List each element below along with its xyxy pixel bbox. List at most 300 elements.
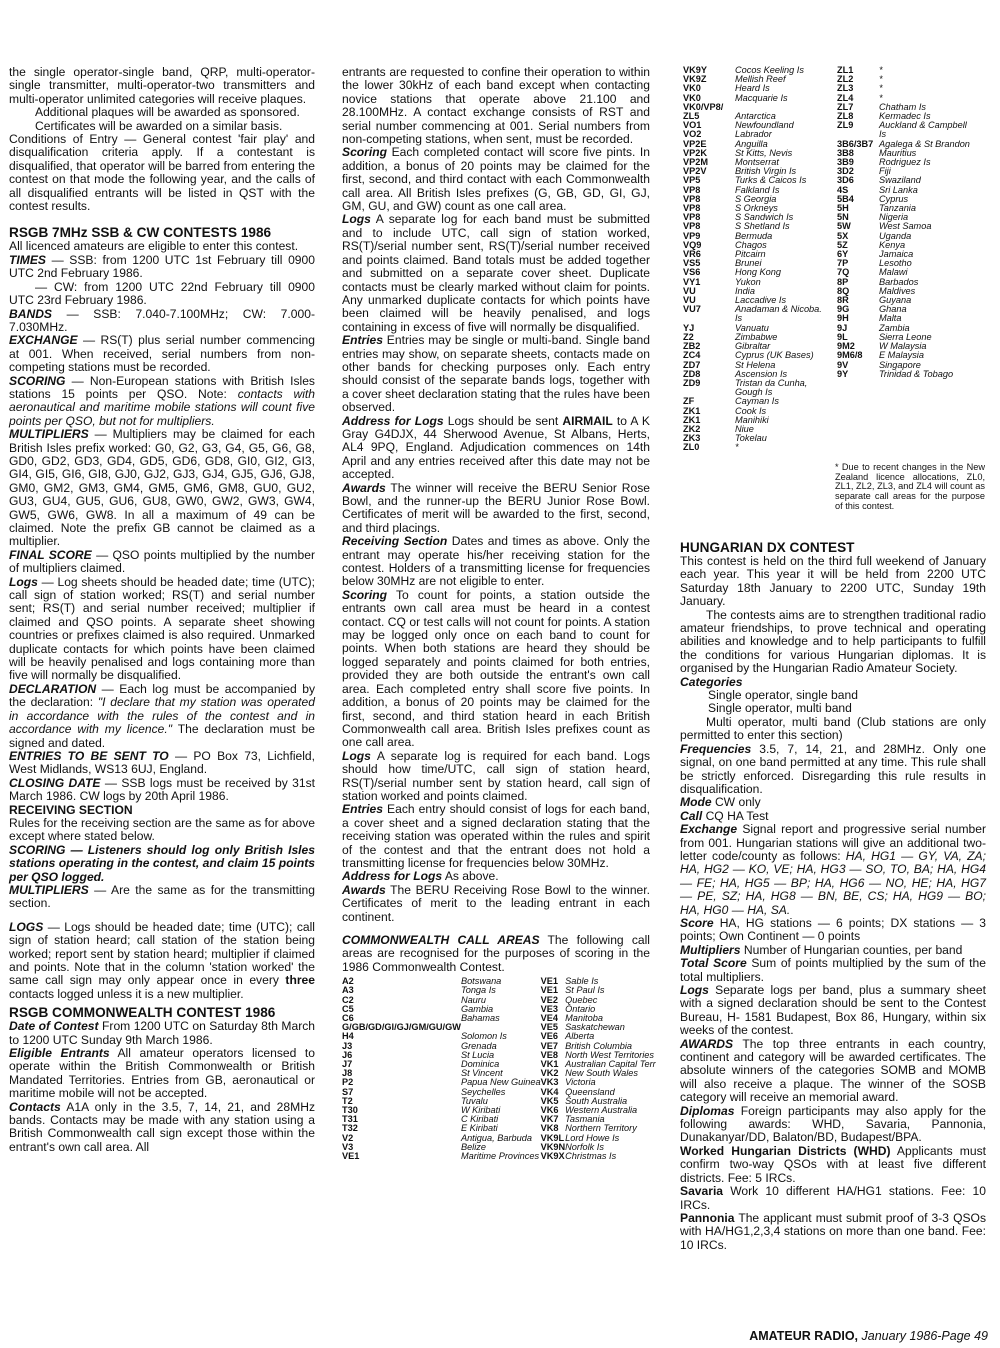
rule-scoring: Scoring To count for points, a station outside the entrants own call area must be heard in a contest contact. CQ or test calls will not count for points. A station may be logged only once on each band to count for points. When both stations are heard they should be logged separately and points claimed for both entries, provided they are both outside the entrant's own call area. Each completed entry shall score five points. In addition, a bonus of 20 points may be claimed for the first, second, and third station heard in each British Commonwealth call area. British Isles prefixes count as one call area. (342, 587, 650, 750)
country-cell: Jamaica (879, 249, 914, 260)
table-row (683, 351, 981, 360)
country-cell: Auckland & Campbell (879, 120, 967, 131)
rule-label: TIMES (9, 252, 46, 267)
country-cell: Pitcairn (735, 249, 766, 260)
country-cell: Northern Territory (565, 1123, 637, 1134)
prefix-cell: ZD9 (683, 377, 701, 388)
country-cell: Anadaman & Nicoba. (735, 304, 822, 315)
prefix-cell: 5B4 (837, 193, 854, 204)
prefix-cell: VK9Z (683, 74, 707, 85)
rule-address: Address for Logs As above. (342, 869, 499, 884)
prefix-cell: VP2K (683, 147, 708, 158)
country-cell: Kermadec Is (879, 111, 931, 122)
table-row (683, 379, 981, 388)
country-cell: Malta (879, 313, 902, 324)
prefix-cell: VK9X (540, 1151, 565, 1162)
table-row (683, 158, 981, 167)
table-row (683, 84, 981, 93)
prefix-cell: 9L (837, 331, 848, 342)
country-cell: British Virgin Is (735, 166, 797, 177)
country-cell: British Columbia (565, 1040, 633, 1051)
prefix-cell: 4S (837, 184, 849, 195)
country-cell (879, 397, 981, 406)
rule-awards: AWARDS The top three entrants in each country, continent and category will be awarded certificates. The absolute winners of the categories SOMB and MOMB will also receive a plaque. The winner of the SOSB category will receive an memorial award. (680, 1036, 986, 1105)
country-cell (879, 443, 981, 452)
prefix-cell: T32 (342, 1123, 358, 1134)
rule-label: Multipliers (680, 942, 741, 957)
rule-label: Total Score (680, 956, 747, 971)
prefix-cell: V2 (342, 1132, 354, 1143)
prefix-cell: VQ9 (683, 239, 702, 250)
country-cell: Victoria (565, 1077, 596, 1088)
country-cell (879, 407, 981, 416)
country-cell: Guyana (879, 295, 912, 306)
country-cell: Gibraltar (735, 341, 771, 352)
country-cell: Tokelau (735, 433, 767, 444)
section-heading: RSGB COMMONWEALTH CONTEST 1986 (9, 1005, 276, 1021)
prefix-cell: C6 (342, 1013, 354, 1024)
paragraph: This contest is held on the third full weekend of January each year. This year it will be held from 2200 UTC Saturday 18th January to 2200 UTC, Sunday 19th January. (680, 554, 986, 609)
country-cell: Swaziland (879, 175, 921, 186)
country-cell: Lesotho (879, 258, 912, 269)
country-cell: * (735, 442, 739, 453)
prefix-cell: ZK3 (683, 433, 701, 444)
prefix-cell: VO2 (683, 129, 702, 140)
rule-address: Address for Logs Logs should be sent AIRMAIL to A K Gray G4DJX, 44 Sherwood Avenue, St Albans, Herts, AL4 9PQ, England. Adjudication commences on 14th April and any entries received after this date may not be accepted. (342, 413, 650, 482)
rule-declaration: DECLARATION — Each log must be accompanied by the declaration: "I declare that my station was operated in accordance with the rules of the contest and in accordance with my licence." The declaration must be signed and dated. (9, 681, 315, 750)
rule-diplomas: Diplomas Foreign participants may also apply for the following awards: WHD, Savaria, Pannonia, Dunakanyar/DD, Balaton/BD, Budapest/BPA. (680, 1103, 986, 1145)
country-cell: Dominica (460, 1059, 500, 1070)
country-cell: Tanzania (879, 203, 916, 214)
prefix-cell: VK7 (540, 1114, 559, 1125)
rule-scoring: SCORING — Listeners should log only British Isles stations operating in the contest, and claim 15 points per QSO logged. (9, 842, 315, 884)
rule-label: Categories (680, 674, 743, 689)
rule-label: Exchange (680, 822, 738, 837)
prefix-cell: V3 (342, 1141, 354, 1152)
rule-times: TIMES — SSB: from 1200 UTC 1st February till 0900 UTC 2nd February 1986. (9, 252, 315, 281)
prefix-cell: 9G (837, 304, 850, 315)
country-cell: Lord Howe Is (565, 1132, 620, 1143)
prefix-cell: VE1 (540, 976, 558, 987)
rule-exchange: Exchange Signal report and progressive serial number from 001. Hungarian stations will give an additional two-letter code/county as follows: HA, HG1 — GY, VA, ZA; HA, HG2 — KO, VE; HA, HG3 — SO, TO, BA; HA, HG4 — FE; HA, HG5 — BP; HA, HG6 — NO, HE; HA, HG7 — PE, SZ; HA, HG8 — BN, BE, CS; HA, HG9 — BO; HA, HG0 — HA, SA. (680, 822, 986, 917)
country-cell: India (735, 285, 755, 296)
table-row (683, 241, 981, 250)
prefix-cell: VE8 (540, 1049, 558, 1060)
table-row (683, 370, 981, 379)
prefix-cell: VK9L (540, 1132, 565, 1143)
country-cell: Chatham Is (879, 101, 926, 112)
table-row (683, 204, 981, 213)
rule-contacts: Contacts A1A only in the 3.5, 7, 14, 21, and 28MHz bands. Contacts may be made with any station using a British Commonwealth call sign except those within the entrant's own call area. All (9, 1099, 315, 1154)
table-row (683, 213, 981, 222)
country-cell: Sable Is (565, 976, 599, 987)
prefix-cell (837, 397, 879, 406)
country-cell: E Kiribati (460, 1123, 498, 1134)
country-cell: Belize (460, 1141, 486, 1152)
country-cell: Gambia (460, 1003, 494, 1014)
country-cell: Botswana (460, 976, 502, 987)
table-row (683, 324, 981, 333)
column-right (680, 536, 986, 1252)
country-cell: Kenya (879, 239, 906, 250)
prefix-cell: VE2 (540, 994, 558, 1005)
country-cell: Vanuatu (735, 322, 769, 333)
country-cell: Christmas Is (565, 1151, 617, 1162)
country-cell: Cocos Keeling Is (735, 65, 804, 75)
prefix-note: * Due to recent changes in the New Zealand licence allocations, ZL0, ZL1, ZL2, ZL3, and ZL4 will count as separate call areas for the purpose of this contest. (835, 462, 985, 511)
rule-label: FINAL SCORE (9, 547, 92, 562)
country-cell: Montserrat (735, 157, 779, 168)
prefix-cell: 3B8 (837, 147, 854, 158)
prefix-cell: 9M6/8 (837, 350, 863, 361)
rule-eligible: Eligible Entrants All amateur operators licensed to operate within the British Commonwealth or British Mandated Territories. Entries from GB, aeronautical or maritime mobile will not be accepted. (9, 1046, 315, 1101)
paragraph: — CW: from 1200 UTC 22nd February till 0900 UTC 23rd February 1986. (9, 279, 315, 308)
rule-label: MULTIPLIERS (9, 882, 89, 897)
table-row (683, 66, 981, 75)
country-cell: Singapore (879, 359, 921, 370)
prefix-cell: 8R (837, 295, 849, 306)
rule-date: Date of Contest From 1200 UTC on Saturday 8th March to 1200 UTC Sunday 9th March 1986. (9, 1019, 315, 1047)
table-row (342, 1152, 656, 1161)
country-cell: Antarctica (735, 111, 776, 122)
rule-label: Pannonia (680, 1210, 735, 1225)
prefix-cell: 9V (837, 359, 849, 370)
prefix-cell: ZL2 (837, 74, 854, 85)
country-cell: Agalega & St Brandon (879, 138, 970, 149)
rule-label: Entries (342, 802, 383, 817)
prefix-cell: VK0 (683, 83, 701, 94)
table-row (342, 996, 656, 1005)
table-row (683, 232, 981, 241)
country-cell: W Malaysia (879, 341, 927, 352)
table-row (683, 434, 981, 443)
country-cell: Cayman Is (735, 396, 779, 407)
prefix-cell: 5X (837, 230, 849, 241)
country-cell: Manihiki (735, 414, 769, 425)
table-row (683, 94, 981, 103)
country-cell: St Helena (735, 359, 776, 370)
prefix-cell: VE6 (540, 1031, 558, 1042)
country-cell: Gough Is (735, 387, 773, 398)
prefix-cell: 7P (837, 258, 849, 269)
country-cell (879, 379, 981, 388)
prefix-cell: 5N (837, 212, 849, 223)
country-cell: Rodriguez Is (879, 157, 931, 168)
rule-label: Logs (9, 574, 38, 589)
prefix-cell: 6Y (837, 249, 849, 260)
country-cell: S Sandwich Is (735, 212, 794, 223)
prefix-cell: VP2M (683, 157, 709, 168)
country-cell: E Malaysia (879, 350, 924, 361)
prefix-cell: J7 (342, 1059, 353, 1070)
country-cell: Laccadive Is (735, 295, 787, 306)
rule-bands: BANDS — SSB: 7.040-7.100MHz; CW: 7.000-7.030MHz. (9, 306, 315, 334)
rule-label: Call (680, 808, 703, 823)
prefix-cell (837, 434, 879, 443)
rule-label: Scoring (342, 587, 388, 602)
prefix-cell: P2 (342, 1077, 354, 1088)
country-cell: Anguilla (735, 138, 768, 149)
table-row (342, 1134, 656, 1143)
prefix-cell: 8P (837, 276, 849, 287)
paragraph: All licenced amateurs are eligible to enter this contest. (9, 239, 299, 254)
country-cell: Uganda (879, 230, 912, 241)
prefix-cell: 3D2 (837, 166, 854, 177)
prefix-cell: VP5 (683, 175, 701, 186)
prefix-cell: A3 (342, 985, 354, 996)
rule-label: AWARDS (680, 1036, 734, 1051)
country-cell: Ascension Is (735, 368, 788, 379)
prefix-cell: VK9N (540, 1141, 566, 1152)
prefix-cell: ZL5 (683, 111, 700, 122)
country-cell: Chagos (735, 239, 767, 250)
country-cell (879, 425, 981, 434)
country-cell: * (879, 74, 883, 85)
rule-label: Address for Logs (342, 413, 444, 428)
country-cell: Queensland (565, 1086, 615, 1097)
call-areas-table (342, 977, 656, 1161)
rule-awards: Awards The winner will receive the BERU Senior Rose Bowl, and the runner-up the BERU Junior Rose Bowl. Certificates of merit will be awarded to the first, second, and third placings. (342, 480, 650, 535)
table-row (683, 176, 981, 185)
rule-frequencies: Frequencies 3.5, 7, 14, 21, and 28MHz. Only one signal, on one band permitted at any time. This rule shall be strictly enforced. Disregarding this rule results in disqualification. (680, 741, 986, 796)
prefix-cell (837, 416, 879, 425)
country-cell: Antigua, Barbuda (460, 1132, 532, 1143)
table-row (683, 186, 981, 195)
country-cell: Cyprus (879, 193, 909, 204)
prefix-cell: 7Q (837, 267, 850, 278)
country-cell: West Samoa (879, 221, 932, 232)
prefix-cell: ZL0 (683, 442, 700, 453)
country-cell: Is (735, 313, 743, 324)
country-cell: Bahamas (460, 1013, 500, 1024)
country-cell: St Paul Is (565, 985, 605, 996)
rule-final-score: FINAL SCORE — QSO points multiplied by the number of multipliers claimed. (9, 547, 315, 576)
prefix-cell: VP8 (683, 221, 701, 232)
table-row (683, 278, 981, 287)
country-cell: Heard Is (735, 83, 770, 94)
prefix-cell: VP9 (683, 230, 701, 241)
country-cell: Grenada (460, 1040, 497, 1051)
country-cell: Zimbabwe (735, 331, 778, 342)
prefix-cell (837, 443, 879, 452)
category-item: Multi operator, multi band (Club stations are only permitted to enter this section) (680, 714, 986, 743)
rule-label: ENTRIES TO BE SENT TO (9, 748, 169, 763)
rule-label: SCORING (9, 373, 66, 388)
country-cell: Cook Is (735, 405, 767, 416)
country-cell: S Orkneys (735, 203, 778, 214)
country-cell: Sierra Leone (879, 331, 932, 342)
rule-label: LOGS (9, 919, 44, 934)
paragraph: Certificates will be awarded on a similar basis. (35, 118, 283, 133)
prefix-cell: VP8 (683, 203, 701, 214)
prefix-cell: VS5 (683, 258, 701, 269)
prefix-cell: ZK1 (683, 414, 701, 425)
prefix-cell: ZD7 (683, 359, 701, 370)
prefix-cell: 3B6/3B7 (837, 138, 874, 149)
prefix-cell: C2 (342, 994, 354, 1005)
rule-multipliers: MULTIPLIERS — Multipliers may be claimed for each British Isles prefix worked: G0, G2, G3, G4, G5, G6, G8, GD0, GD2, GD3, GD4, GD5, GD6, GD8, GI0, GI2, GI3, GI4, GI5, GI6, GI8, GJ0, GJ2, GJ3, GJ4, GJ5, GJ6, GJ8, GM0, GM2, GM3, GM4, GM5, GM6, GM8, GU0, GU2, GU3, GU4, GU5, GU6, GU8, GW0, GW2, GW3, GW4, GW5, GW6, GW8. In all a maximum of 49 can be claimed. Note the prefix GB cannot be claimed as a multiplier. (9, 427, 315, 549)
country-cell: Nauru (460, 994, 486, 1005)
prefix-cell: 5H (837, 203, 849, 214)
rule-label: Logs (342, 212, 371, 227)
rule-label: Mode (680, 795, 712, 810)
prefix-cell: S7 (342, 1086, 354, 1097)
country-cell: St Vincent (460, 1068, 503, 1079)
rule-logs: Logs A separate log for each band must be submitted and to include UTC, call sign of station worked, RS(T)/serial number sent, RS(T)/serial number received and points claimed. Band totals must be added together and submitted on a separate cover sheet. Duplicate contacts must be clearly marked without claim for points. Any unmarked duplicate contacts for which points have been claimed will be heavily penalised, and logs containing in excess of five will normally be disqualified. (342, 212, 650, 334)
prefix-cell: VS6 (683, 267, 701, 278)
rule-label: Entries (342, 333, 383, 348)
rule-multipliers: Multipliers Number of Hungarian counties, per band (680, 942, 963, 957)
country-cell: Brunei (735, 258, 762, 269)
rule-label: BANDS (9, 306, 53, 321)
paragraph: entrants are requested to confine their operation to within the lower 30kHz of each band except when contacting novice stations that operate above 21.100 and 28.100MHz. A contact exchange consists of RST and serial number commencing at 001. Serial numbers from non-competing stations, when sent, must be recorded. (342, 65, 650, 147)
table-row (683, 149, 981, 158)
prefix-cell: ZD8 (683, 368, 701, 379)
issue-page: January 1986-Page 49 (861, 1329, 988, 1343)
prefix-cell: VK1 (540, 1059, 559, 1070)
rule-label: Contacts (9, 1099, 61, 1114)
prefix-cell: J6 (342, 1049, 353, 1060)
country-cell: Nigeria (879, 212, 909, 223)
country-cell: Ghana (879, 304, 907, 315)
prefix-cell: VK0/VP8/ (683, 101, 724, 112)
country-cell: Tristan da Cunha, (735, 377, 808, 388)
country-cell: Newfoundland (735, 120, 794, 131)
rule-label: Diplomas (680, 1103, 735, 1118)
table-row (683, 268, 981, 277)
prefix-cell: VY1 (683, 276, 701, 287)
prefix-cell: VP2V (683, 166, 707, 177)
prefix-cell: ZL3 (837, 83, 854, 94)
prefix-cell: VE5 (540, 1022, 558, 1033)
prefix-cell: VE7 (540, 1040, 558, 1051)
prefix-cell: ZF (683, 396, 695, 407)
rule-savaria: Savaria Work 10 different HA/HG1 stations. Fee: 10 IRCs. (680, 1184, 986, 1212)
prefix-cell: VU (683, 295, 696, 306)
prefix-table (683, 66, 981, 453)
rule-awards: Awards The BERU Receiving Rose Bowl to the winner. Certificates of merit to the leading entrant in each continent. (342, 882, 650, 924)
rule-closing-date: CLOSING DATE — SSB logs must be received by 31st March 1986. CW logs by 20th April 1986. (9, 775, 315, 804)
country-cell: Mauritius (879, 147, 917, 158)
rule-label: EXCHANGE (9, 333, 78, 348)
prefix-cell: VE3 (540, 1003, 558, 1014)
table-row (683, 140, 981, 149)
country-cell: Tasmania (565, 1114, 605, 1125)
prefix-cell: ZL8 (837, 111, 854, 122)
table-row (683, 222, 981, 231)
country-cell: Mellish Reef (735, 74, 786, 85)
rule-call: Call CQ HA Test (680, 808, 769, 823)
prefix-cell: ZL9 (837, 120, 854, 131)
page-footer (749, 1329, 988, 1343)
table-row (683, 195, 981, 204)
rule-label: Address for Logs (342, 869, 443, 884)
paragraph: Conditions of Entry — General contest 'fair play' and disqualification criteria apply. If a contestant is disqualified, that operator will be barred from entering the contest on that mode the following year, and the calls of all disqualified entrants will be listed in QST with the contest results. (9, 132, 315, 214)
table-row (683, 397, 981, 406)
country-cell: Niue (735, 423, 754, 434)
table-row (683, 416, 981, 425)
table-row (683, 388, 981, 397)
country-cell: Cyprus (UK Bases) (735, 350, 814, 361)
prefix-cell: 8Q (837, 285, 850, 296)
country-cell: * (879, 65, 883, 75)
country-cell (879, 416, 981, 425)
country-cell: Falkland Is (735, 184, 780, 195)
prefix-cell: H4 (342, 1031, 354, 1042)
country-cell: St Lucia (460, 1049, 495, 1060)
country-cell: Tonga Is (460, 985, 496, 996)
rule-label: Worked Hungarian Districts (WHD) (680, 1143, 891, 1158)
prefix-cell: 3B9 (837, 157, 854, 168)
section-heading: HUNGARIAN DX CONTEST (680, 540, 855, 555)
prefix-cell: 9J (837, 322, 848, 333)
country-cell: North West Territories (565, 1049, 654, 1060)
table-row (683, 443, 981, 452)
table-row (683, 75, 981, 84)
category-item: Single operator, multi band (708, 701, 852, 716)
prefix-cell: VU (683, 285, 696, 296)
prefix-cell: YJ (683, 322, 695, 333)
category-item: Single operator, single band (708, 688, 858, 703)
prefix-cell: VK4 (540, 1086, 559, 1097)
rule-entries: ENTRIES TO BE SENT TO — PO Box 73, Lichfield, West Midlands, WS13 6UJ, England. (9, 748, 316, 777)
country-cell: Alberta (565, 1031, 595, 1042)
prefix-cell: 5Z (837, 239, 848, 250)
table-row (683, 287, 981, 296)
rule-mode: Mode CW only (680, 795, 761, 810)
country-cell: Papua New Guinea (460, 1077, 541, 1088)
country-cell: S Shetland Is (735, 221, 790, 232)
prefix-cell: ZL1 (837, 65, 854, 75)
prefix-cell: J3 (342, 1040, 353, 1051)
country-cell: Turks & Caicos Is (735, 175, 807, 186)
prefix-cell: VK6 (540, 1105, 559, 1116)
prefix-cell: VR6 (683, 249, 701, 260)
country-cell: C Kiribati (460, 1114, 499, 1125)
prefix-cell: VP8 (683, 212, 701, 223)
prefix-cell: VK9Y (683, 65, 708, 75)
rule-multipliers: MULTIPLIERS — Are the same as for the transmitting section. (9, 882, 315, 911)
prefix-cell: VK5 (540, 1095, 559, 1106)
prefix-cell: 5W (837, 221, 851, 232)
rule-label: Logs (680, 983, 709, 997)
country-cell: Maritime Provinces (460, 1151, 540, 1162)
country-cell: Ontario (565, 1003, 596, 1014)
country-cell: Hong Kong (735, 267, 781, 278)
rule-label: Awards (342, 480, 386, 495)
prefix-cell: ZK1 (683, 405, 701, 416)
subsection-heading: RECEIVING SECTION (9, 802, 133, 817)
country-cell: Solomon Is (460, 1031, 507, 1042)
magazine-name: AMATEUR RADIO, (749, 1329, 859, 1343)
rule-label: Scoring (342, 145, 388, 160)
paragraph: the single operator-single band, QRP, multi-operator-single transmitter, multi-operator-two transmitters and multi-operator unlimited categories will receive plaques. (9, 65, 315, 106)
table-row (683, 259, 981, 268)
rule-total-score: Total Score Sum of points multiplied by the sum of the total multipliers. (680, 956, 986, 984)
rule-label: Score (680, 915, 714, 930)
country-cell: Western Australia (565, 1105, 638, 1116)
rule-label: DECLARATION (9, 681, 97, 696)
prefix-cell: ZK2 (683, 423, 701, 434)
prefix-cell: ZB2 (683, 341, 701, 352)
paragraph: The contests aims are to strengthen traditional radio amateur friendships, to prove technical and operating abilities and knowledge and to help participants to fulfill the conditions for various Hungarian diplomas. It is organised by the Hungarian Radio Amateur Society. (680, 607, 986, 676)
table-row (683, 103, 981, 112)
prefix-cell: VP2E (683, 138, 707, 149)
prefix-cell: T31 (342, 1114, 358, 1125)
rule-exchange: EXCHANGE — RS(T) plus serial number commencing at 001. When received, serial numbers from non-competing stations must be recorded. (9, 333, 315, 375)
country-cell: Quebec (565, 994, 598, 1005)
rule-logs: Logs Separate logs per band, plus a summary sheet with a signed declaration should be sent to the Contest Bureau, H- 1581 Budapest, Box 86, Hungary, within six weeks of the contest. (680, 983, 986, 1038)
